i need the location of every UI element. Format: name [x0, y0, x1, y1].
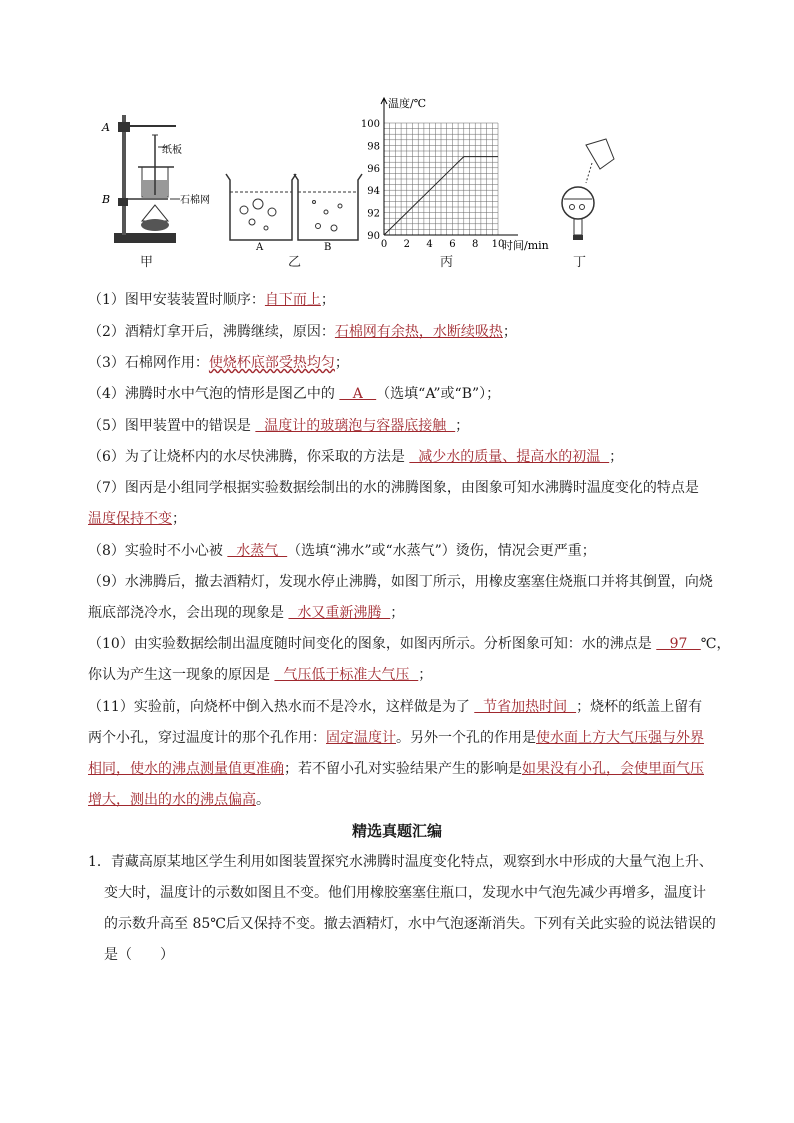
question-11-cont1: 两个小孔，穿过温度计的那个孔作用：固定温度计。另外一个孔的作用是使水面上方大气压强与外界 — [88, 730, 704, 746]
label-yi-b: B — [324, 242, 332, 253]
question-7: （7）图丙是小组同学根据实验数据绘制出的水的沸腾图象，由图象可知水沸腾时温度变化的特点是 — [88, 480, 699, 496]
answer-10a: 97 — [656, 636, 701, 652]
y-tick-label: 100 — [360, 119, 380, 130]
answer-11c-1: 使水面上方大气压强与外界 — [536, 730, 704, 746]
question-11-cont3: 增大，测出的水的沸点偏高。 — [88, 792, 270, 808]
answer-8: 水蒸气 — [227, 543, 288, 559]
answer-11d-2: 增大，测出的水的沸点偏高 — [88, 792, 256, 808]
answer-11b: 固定温度计 — [326, 730, 396, 746]
label-gauze: 石棉网 — [180, 195, 210, 206]
x-tick-label: 10 — [491, 239, 505, 250]
caption-jia: 甲 — [140, 255, 154, 270]
x-tick-label: 2 — [403, 239, 410, 250]
question-3: （3）石棉网作用：使烧杯底部受热均匀； — [88, 355, 349, 371]
caption-ding: 丁 — [573, 255, 587, 270]
figure-row — [96, 95, 656, 270]
question-5: （5）图甲装置中的错误是 温度计的玻璃泡与容器底接触 ； — [88, 418, 470, 434]
x-tick-label: 4 — [426, 239, 433, 250]
y-tick-label: 94 — [367, 186, 380, 198]
boiling-chart — [360, 95, 549, 255]
x-tick-label: 0 — [380, 239, 388, 250]
question-11-cont2: 相同，使水的沸点测量值更准确；若不留小孔对实验结果产生的影响是如果没有小孔，会使里面气压 — [88, 761, 704, 777]
question-10-cont: 你认为产生这一现象的原因是 气压低于标准大气压 ； — [88, 667, 433, 683]
label-yi-a: A — [256, 242, 264, 253]
y-axis-label: 温度/℃ — [388, 97, 427, 110]
answer-11d-1: 如果没有小孔，会使里面气压 — [522, 761, 704, 777]
label-board: 纸板 — [162, 145, 182, 156]
problem-1-line-2: 变大时，温度计的示数如图且不变。他们用橡胶塞塞住瓶口，发现水中气泡先减少再增多，温度计 — [104, 885, 706, 901]
question-8: （8）实验时不小心被 水蒸气 （选填“沸水”或“水蒸气”）烫伤，情况会更严重； — [88, 543, 596, 559]
question-2: （2）酒精灯拿开后，沸腾继续，原因：石棉网有余热，水断续吸热； — [88, 324, 517, 340]
answer-5: 温度计的玻璃泡与容器底接触 — [255, 418, 456, 434]
question-7-cont: 温度保持不变； — [88, 511, 186, 527]
answer-4: A — [339, 386, 377, 402]
x-tick-label: 6 — [449, 239, 456, 250]
apparatus-jia — [96, 95, 216, 270]
caption-bing: 丙 — [440, 255, 454, 270]
x-axis-label: 时间/min — [502, 239, 549, 252]
label-a: A — [102, 121, 110, 134]
section-title: 精选真题汇编 — [351, 822, 442, 840]
question-10: （10）由实验数据绘制出温度随时间变化的图象，如图丙所示。分析图象可知：水的沸点是 97 ℃， — [88, 636, 731, 652]
problem-1-line-3: 的示数升高至 85℃后又保持不变。撤去酒精灯，水中气泡逐渐消失。下列有关此实验的说法错误的 — [104, 916, 716, 932]
answer-11a: 节省加热时间 — [474, 699, 577, 715]
answer-11c-2: 相同，使水的沸点测量值更准确 — [88, 761, 284, 777]
label-b: B — [102, 193, 111, 206]
question-9: （9）水沸腾后，撤去酒精灯，发现水停止沸腾，如图丁所示，用橡皮塞塞住烧瓶口并将其倒置，向烧 — [88, 574, 713, 590]
answer-3: 使烧杯底部受热均匀 — [208, 355, 335, 371]
y-tick-label: 98 — [367, 141, 380, 153]
x-tick-label: 8 — [472, 239, 479, 250]
question-4: （4）沸腾时水中气泡的情形是图乙中的 A （选填“A”或“B”）； — [88, 386, 501, 402]
caption-yi: 乙 — [288, 255, 302, 270]
inverted-flask-ding — [556, 135, 626, 255]
answer-1: 自下而上 — [264, 292, 321, 308]
problem-1-line-1: 1．青藏高原某地区学生利用如图装置探究水沸腾时温度变化特点，观察到水中形成的大量气泡上升、 — [88, 854, 713, 870]
answer-10b: 气压低于标准大气压 — [274, 667, 419, 683]
y-tick-label: 90 — [367, 231, 380, 242]
answer-9: 水又重新沸腾 — [288, 605, 391, 621]
y-tick-label: 92 — [367, 208, 380, 220]
y-tick-label: 96 — [367, 163, 380, 175]
question-9-cont: 瓶底部浇冷水，会出现的现象是 水又重新沸腾 ； — [88, 605, 405, 621]
answer-7: 温度保持不变 — [88, 511, 172, 527]
problem-1-line-4: 是（ ） — [104, 947, 174, 963]
question-6: （6）为了让烧杯内的水尽快沸腾，你采取的方法是 减少水的质量、提高水的初温 ； — [88, 449, 624, 465]
question-11: （11）实验前，向烧杯中倒入热水而不是冷水，这样做是为了 节省加热时间 ；烧杯的纸盖上留有 — [88, 699, 703, 715]
answer-6: 减少水的质量、提高水的初温 — [409, 449, 610, 465]
answer-2: 石棉网有余热，水断续吸热 — [334, 324, 503, 340]
question-1: （1）图甲安装装置时顺序：自下而上； — [88, 292, 335, 308]
